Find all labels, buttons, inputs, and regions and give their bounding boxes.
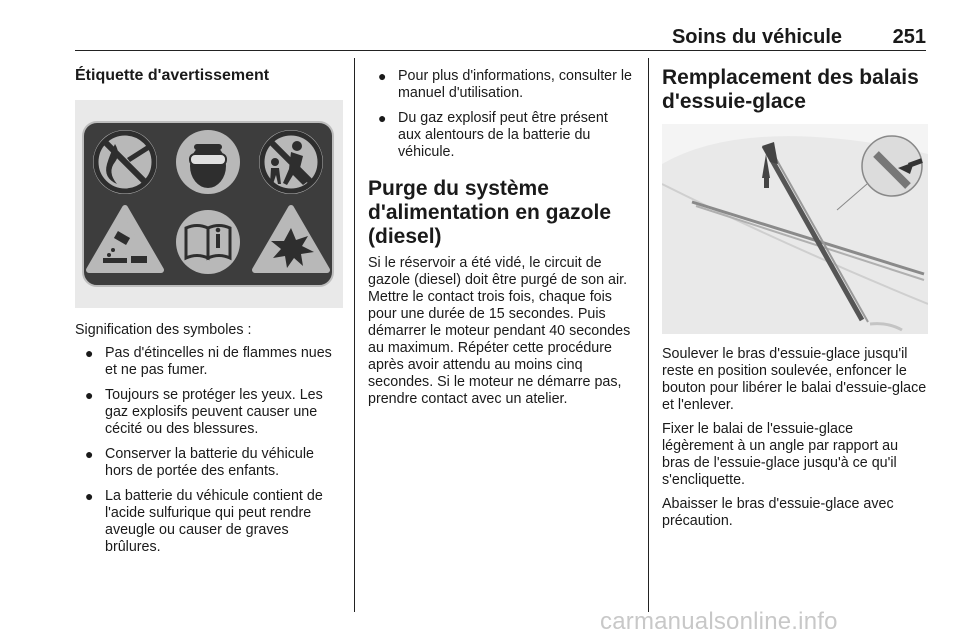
wiper-figure	[662, 124, 928, 334]
running-title: Soins du véhicule	[671, 26, 842, 48]
warning-label-illustration	[75, 100, 343, 308]
list-item: ● Toujours se protéger les yeux. Les gaz explosifs peuvent causer une cécité ou des blessures.	[85, 387, 323, 437]
column-1	[75, 58, 343, 564]
column-divider	[354, 58, 355, 612]
wiper-heading: Remplacement des balais d'essuie-glace	[662, 66, 919, 113]
wiper-step-3: Abaisser le bras d'essuie-glace avec précaution.	[662, 496, 894, 529]
warning-label-figure	[75, 100, 343, 308]
continued-symbol-list	[368, 68, 634, 161]
list-item: ● La batterie du véhicule contient de l'acide sulfurique qui peut rendre aveugle ou causer de graves brûlures.	[85, 488, 323, 555]
warning-label-heading: Étiquette d'avertissement	[75, 67, 270, 84]
column-divider	[648, 58, 649, 612]
eye-protection-icon	[176, 130, 240, 194]
symbols-intro: Signification des symboles :	[75, 322, 252, 338]
symbol-meaning-list	[75, 345, 343, 556]
fuel-purge-text: Si le réservoir a été vidé, le circuit de gazole (diesel) doit être purgé de son air. Mettre le contact trois fois, chaque fois pour une durée de 15 secondes. Puis démarrer le moteur pendant 40 secondes au maximum. Répéter cette procédure après avoir attendu au moins cinq secondes. Si le moteur ne démarre pas, prendre contact avec un atelier.	[368, 255, 631, 407]
list-item: ● Conserver la batterie du véhicule hors de portée des enfants.	[85, 446, 315, 479]
wiper-blade-illustration	[662, 124, 928, 334]
column-3	[662, 58, 928, 537]
wiper-step-1: Soulever le bras d'essuie-glace jusqu'il reste en position soulevée, enfoncer le bouton pour libérer le balai d'essuie-glace et l'enlever.	[662, 346, 927, 413]
page-number: 251	[892, 26, 926, 48]
column-2	[368, 58, 634, 414]
list-item: ● Pour plus d'informations, consulter le manuel d'utilisation.	[378, 68, 632, 101]
fuel-purge-heading: Purge du système d'alimentation en gazole (diesel)	[368, 177, 612, 248]
keep-children-away-icon	[259, 130, 323, 194]
list-item: ● Pas d'étincelles ni de flammes nues et ne pas fumer.	[85, 345, 332, 378]
no-flames-icon	[93, 130, 157, 194]
watermark: carmanualsonline.info	[600, 608, 838, 635]
list-item: ● Du gaz explosif peut être présent aux alentours de la batterie du véhicule.	[378, 110, 608, 160]
wiper-step-2: Fixer le balai de l'essuie-glace légèrement à un angle par rapport au bras de l'essuie-glace jusqu'à ce qu'il s'encliquette.	[662, 421, 899, 488]
read-manual-icon	[176, 210, 240, 274]
header-rule	[75, 50, 926, 51]
